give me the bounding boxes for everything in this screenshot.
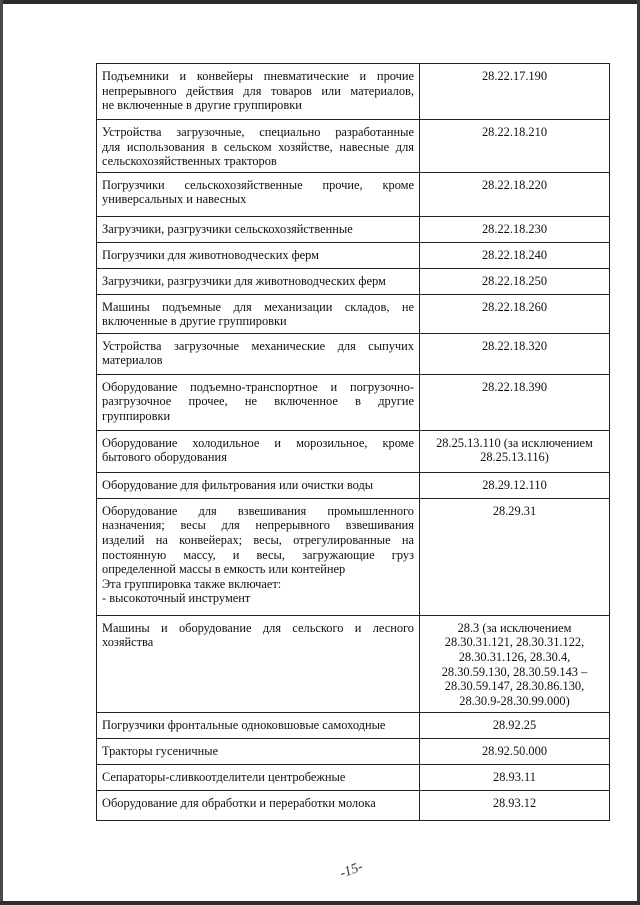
description-line: Оборудование для фильтрования или очистки воды <box>102 477 374 492</box>
code-line: 28.22.17.190 <box>481 69 548 83</box>
code-line: 28.22.18.240 <box>481 247 548 262</box>
description-line: не включенные в другие группировки <box>102 98 302 113</box>
description-line: Машины и оборудование для сельского и лесного <box>102 620 414 635</box>
item-description <box>97 498 420 615</box>
description-line: назначения; весы для непрерывного взвешивания <box>102 518 414 533</box>
okpd2-code <box>420 374 610 430</box>
description-line: Погрузчики сельскохозяйственные прочие, кроме <box>102 177 414 192</box>
description-line: Загрузчики, разгрузчики сельскохозяйственные <box>102 221 353 236</box>
table-row <box>97 172 610 216</box>
item-description <box>97 64 420 120</box>
code-line: 28.29.12.110 <box>482 477 547 492</box>
code-line: 28.29.31 <box>492 503 537 518</box>
description-line: разгрузочное прочее, не включенное в другие <box>102 394 414 409</box>
code-line: 28.22.18.250 <box>481 273 548 288</box>
table-row <box>97 472 610 498</box>
item-description <box>97 120 420 173</box>
classification-table <box>96 63 610 821</box>
scan-edge-bottom <box>0 901 640 905</box>
description-line: Тракторы гусеничные <box>102 743 219 758</box>
table-row <box>97 242 610 268</box>
table-row <box>97 498 610 615</box>
table-row <box>97 294 610 333</box>
okpd2-code <box>420 242 610 268</box>
okpd2-code <box>420 472 610 498</box>
description-line: Погрузчики для животноводческих ферм <box>102 247 319 262</box>
description-line: включенные в другие группировки <box>102 314 287 329</box>
okpd2-code <box>420 64 610 120</box>
description-line: бытового оборудования <box>102 450 227 465</box>
description-line: изделий на конвейерах; весы, отрегулированные на <box>102 532 414 547</box>
table-row <box>97 64 610 120</box>
okpd2-code <box>420 764 610 790</box>
code-line: 28.30.9-28.30.99.000) <box>459 693 570 708</box>
description-line: Машины подъемные для механизации складов, не <box>102 299 414 314</box>
code-line: 28.92.50.000 <box>481 743 548 758</box>
code-line: 28.30.59.130, 28.30.59.143 – <box>441 664 588 679</box>
description-line: Эта группировка также включает: <box>102 576 282 591</box>
table-row <box>97 268 610 294</box>
code-line: 28.30.31.121, 28.30.31.122, <box>444 635 585 650</box>
okpd2-code <box>420 712 610 738</box>
item-description <box>97 216 420 242</box>
code-line: 28.93.12 <box>492 795 537 810</box>
code-line: 28.30.59.147, 28.30.86.130, <box>444 679 585 694</box>
item-description <box>97 374 420 430</box>
okpd2-code <box>420 120 610 173</box>
description-line: Подъемники и конвейеры пневматические и прочие <box>102 69 414 83</box>
code-line: 28.3 (за исключением <box>457 620 572 635</box>
item-description <box>97 333 420 374</box>
table-row <box>97 120 610 173</box>
item-description <box>97 764 420 790</box>
okpd2-code <box>420 498 610 615</box>
table-row <box>97 430 610 472</box>
code-line: 28.25.13.116) <box>480 450 549 465</box>
description-line: - высокоточный инструмент <box>102 591 251 606</box>
description-line: Загрузчики, разгрузчики для животноводческих ферм <box>102 273 386 288</box>
description-line: Оборудование подъемно-транспортное и погрузочно- <box>102 379 414 394</box>
okpd2-code <box>420 430 610 472</box>
code-line: 28.93.11 <box>493 769 536 784</box>
table-row <box>97 738 610 764</box>
table-row <box>97 615 610 712</box>
item-description <box>97 242 420 268</box>
page-number: -15- <box>337 859 366 882</box>
okpd2-code <box>420 738 610 764</box>
code-line: 28.22.18.390 <box>481 379 548 394</box>
code-line: 28.22.18.260 <box>481 299 548 314</box>
item-description <box>97 430 420 472</box>
description-line: Устройства загрузочные, специально разработанные <box>102 125 414 139</box>
code-line: 28.22.18.220 <box>481 177 548 192</box>
scan-edge-left <box>0 0 3 905</box>
description-line: сельскохозяйственных тракторов <box>102 154 277 169</box>
table-row <box>97 790 610 820</box>
description-line: для использования в сельском хозяйстве, навесные для <box>102 139 414 154</box>
description-line: определенной массы в емкость или контейнер <box>102 562 346 577</box>
item-description <box>97 615 420 712</box>
item-description <box>97 294 420 333</box>
item-description <box>97 738 420 764</box>
item-description <box>97 472 420 498</box>
description-line: Погрузчики фронтальные одноковшовые самоходные <box>102 717 386 732</box>
description-line: группировки <box>102 408 171 423</box>
code-line: 28.25.13.110 (за исключением <box>436 435 593 450</box>
item-description <box>97 790 420 820</box>
code-line: 28.22.18.210 <box>481 125 548 139</box>
code-line: 28.22.18.230 <box>481 221 548 236</box>
okpd2-code <box>420 268 610 294</box>
description-line: универсальных и навесных <box>102 192 247 207</box>
item-description <box>97 172 420 216</box>
okpd2-code <box>420 790 610 820</box>
description-line: Устройства загрузочные механические для сыпучих <box>102 338 414 353</box>
item-description <box>97 712 420 738</box>
scan-edge-top <box>0 0 640 4</box>
description-line: материалов <box>102 353 163 368</box>
okpd2-code <box>420 172 610 216</box>
code-line: 28.30.31.126, 28.30.4, <box>458 649 571 664</box>
description-line: непрерывного действия для товаров или материалов, <box>102 83 414 98</box>
description-line: Оборудование для обработки и переработки молока <box>102 795 376 810</box>
okpd2-code <box>420 615 610 712</box>
description-line: Оборудование для взвешивания промышленного <box>102 503 414 518</box>
okpd2-code <box>420 216 610 242</box>
description-line: постоянную массу, и весы, загружающие груз <box>102 547 414 562</box>
description-line: Оборудование холодильное и морозильное, кроме <box>102 435 414 450</box>
okpd2-code <box>420 333 610 374</box>
code-line: 28.92.25 <box>492 717 537 732</box>
okpd2-code <box>420 294 610 333</box>
table-row <box>97 333 610 374</box>
description-line: Сепараторы-сливкоотделители центробежные <box>102 769 346 784</box>
item-description <box>97 268 420 294</box>
description-line: хозяйства <box>102 635 154 650</box>
table-row <box>97 712 610 738</box>
table-row <box>97 216 610 242</box>
table-row <box>97 764 610 790</box>
code-line: 28.22.18.320 <box>481 338 548 353</box>
table-body <box>97 64 610 821</box>
table-row <box>97 374 610 430</box>
